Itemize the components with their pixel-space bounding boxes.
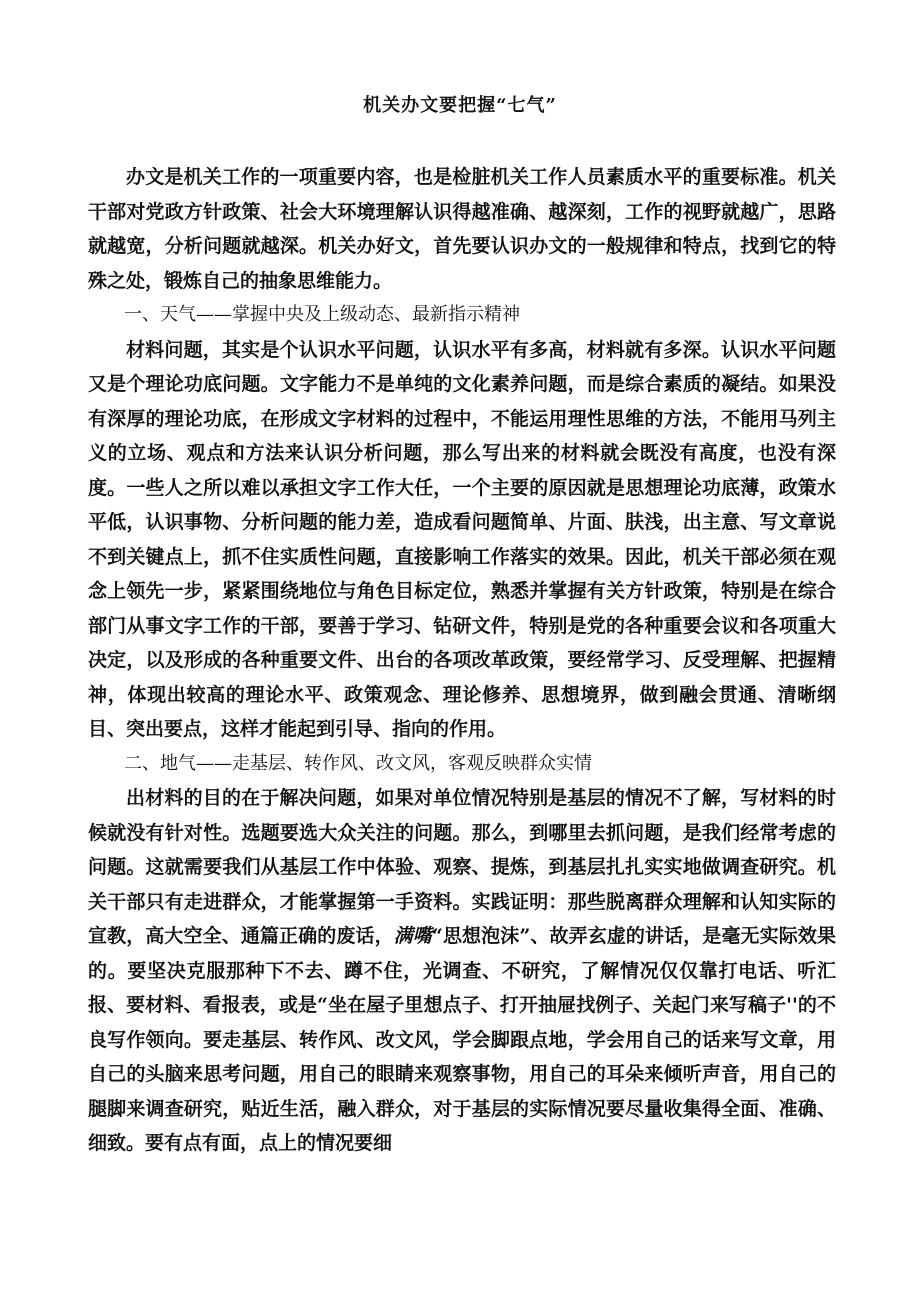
page-title: 机关办文要把握“七气” xyxy=(363,95,557,116)
section-heading-2: 二、地气——走基层、转作风、改文风，客观反映群众实情 xyxy=(124,752,592,774)
section-body-2-part1: 出材料的目的在于解决问题，如果对单位情况特别是基层的情况不了解，写材料的时候就没有针对性。选题要选大众关注的问题。那么，到哪里去抓问题，是我们经常考虑的问题。这就需要我们从基层工作中体验、观察、提炼，到基层扎扎实实地做调查研究。机关干部只有走进群众，才能掌握第一手资料。实践证明：那些脱离群众理解和认知实际的宣教，高大空全、通篇正确的废话， xyxy=(88,787,836,947)
section-heading-1: 一、天气——掌握中央及上级动态、最新指示精神 xyxy=(124,304,520,325)
section-body-1: 材料问题，其实是个认识水平问题，认识水平有多高，材料就有多深。认识水平问题又是个理论功底问题。文字能力不是单纯的文化素养问题，而是综合素质的凝结。如果没有深厚的理论功底，在形成文字材料的过程中，不能运用理性思维的方法，不能用马列主义的立场、观点和方法来认识分析问题，那么写出来的材料就会既没有高度，也没有深度。一些人之所以难以承担文字工作大任，一个主要的原因就是思想理论功底薄，政策水平低，认识事物、分析问题的能力差，造成看问题简单、片面、肤浅，出主意、写文章说不到关键点上，抓不住实质性问题，直接影响工作落实的效果。因此，机关干部必须在观念上领先一步，紧紧围绕地位与角色目标定位，熟悉并掌握有关方针政策，特别是在综合部门从事文字工作的干部，要善于学习、钻研文件，特别是党的各种重要会议和各项重大决定，以及形成的各种重要文件、出台的各项改革政策，要经常学习、反受理解、把握精神，体现出较高的理论水平、政策观念、理论修养、思想境界，做到融会贯通、清晰纲目、突出要点，这样才能起到引导、指向的作用。 xyxy=(88,338,836,740)
section-body-2-emphasis: 满嘴 xyxy=(393,925,432,947)
section-body-2-part2: “思想泡沫”、故弄玄虚的讲话，是毫无实际效果的。要坚决克服那种下不去、蹲不住，光调查、不研究，了解情况仅仅靠打电话、听汇报、要材料、看报表，或是“坐在屋子里想点子、打开抽屉找例子、关起门来写稿子''的不良写作领向。要走基层、转作风、改文风，学会脚跟点地，学会用自己的话来写文章，用自己的头脑来思考问题，用自己的眼睛来观察事物，用自己的耳朵来倾听声音，用自己的腿脚来调查研究，贴近生活，融入群众，对于基层的实际情况要尽量收集得全面、准确、细致。要有点有面，点上的情况要细 xyxy=(88,925,836,1154)
section-body-2 xyxy=(88,781,836,1161)
document-body xyxy=(88,160,836,1161)
intro-paragraph: 办文是机关工作的一项重要内容，也是检脏机关工作人员素质水平的重要标准。机关干部对党政方针政策、社会大环境理解认识得越准确、越深刻，工作的视野就越广，思路就越宽，分析问题就越深。机关办好文，首先要认识办文的一般规律和特点，找到它的特殊之处，锻炼自己的抽象思维能力。 xyxy=(88,166,836,292)
